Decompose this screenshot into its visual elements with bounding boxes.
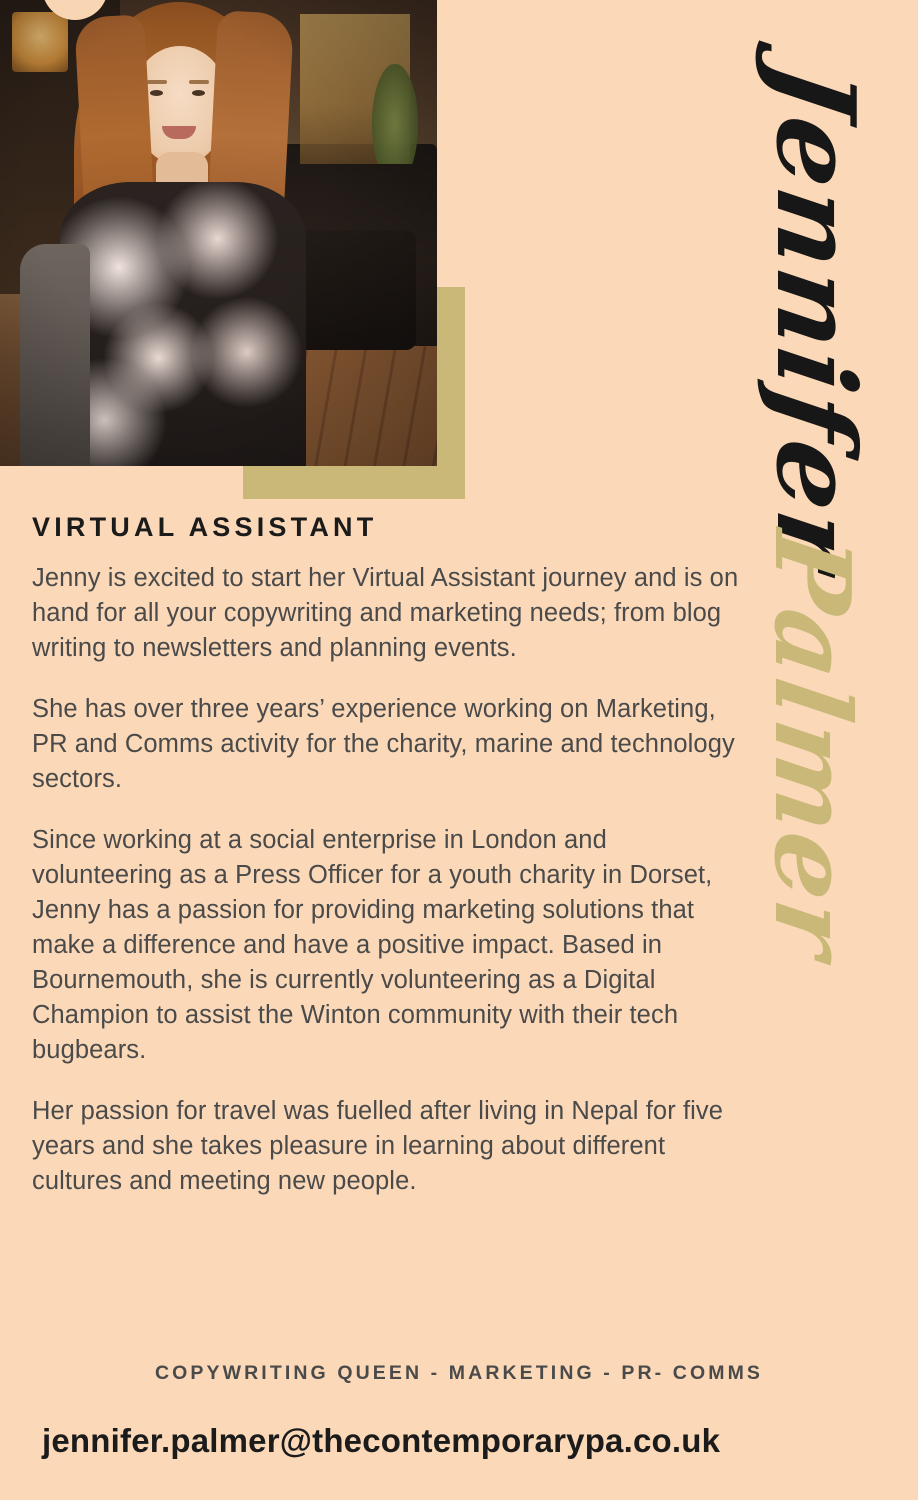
last-name-script: Palmer (751, 524, 874, 968)
person-figure (20, 0, 320, 466)
services-tagline: COPYWRITING QUEEN - MARKETING - PR- COMMS (154, 1362, 764, 1384)
bio-paragraph: Since working at a social enterprise in London and volunteering as a Press Officer for a youth charity in Dorset, Jenny has a passion for providing marketing solutions that make a difference and have a positive impact. Based in Bournemouth, she is currently volunteering as a Digital Champion to assist the Winton community with their tech bugbears. (32, 826, 713, 1064)
page-title: VIRTUAL ASSISTANT (32, 512, 378, 542)
eyebrow-left (147, 80, 167, 84)
bio-paragraph: She has over three years’ experience working on Marketing, PR and Comms activity for the charity, marine and technology sectors. (32, 695, 735, 793)
contact-email[interactable]: jennifer.palmer@thecontemporarypa.co.uk (42, 1422, 721, 1459)
profile-content (32, 512, 748, 1199)
eye-right (192, 90, 205, 96)
bio-paragraph: Her passion for travel was fuelled after living in Nepal for five years and she takes pleasure in learning about different cultures and meeting new people. (32, 1097, 724, 1195)
bio-paragraph: Jenny is excited to start her Virtual Assistant journey and is on hand for all your copywriting and marketing needs; from blog writing to newsletters and planning events. (32, 564, 739, 662)
eyebrow-right (189, 80, 209, 84)
plant-shape (372, 64, 418, 164)
floral-dress (60, 182, 306, 466)
eye-left (150, 90, 163, 96)
first-name-script: Jennifer (752, 56, 878, 580)
portrait-photo-image (0, 0, 437, 466)
seat-back-left (20, 244, 90, 466)
bio-text (32, 561, 748, 1199)
portrait-photo (0, 0, 437, 466)
